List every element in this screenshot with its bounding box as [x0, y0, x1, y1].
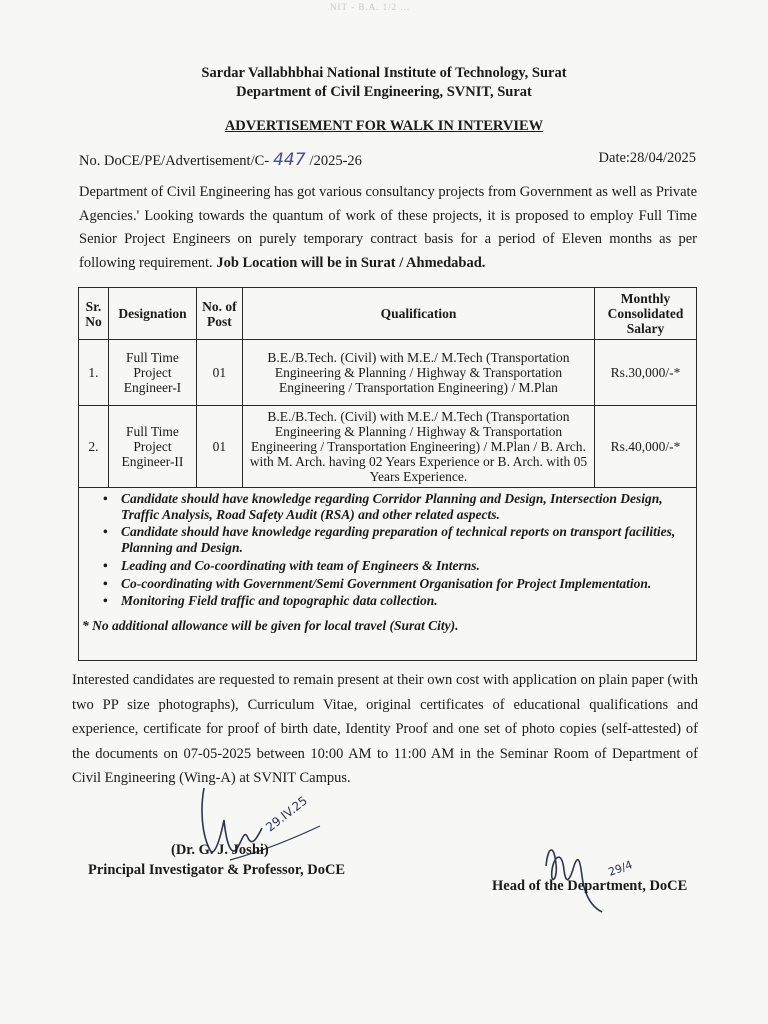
row-qualification: B.E./B.Tech. (Civil) with M.E./ M.Tech (Transportation Engineering & Planning / Highway & Transportation Engineering / Transportation Engineering) / M.Plan [242, 340, 594, 406]
right-signature [540, 836, 660, 916]
table-row [79, 406, 697, 488]
right-signature-date: 29/4 [606, 858, 635, 879]
list-item: • Co-coordinating with Government/Semi Government Organisation for Project Implementation. [103, 575, 652, 591]
header-sr-no: Sr. No [79, 288, 109, 340]
reference-suffix: /2025-26 [309, 153, 362, 169]
row-designation: Full Time Project Engineer-II [108, 406, 196, 488]
table-row [79, 340, 697, 406]
handwritten-ref-number: 447 [273, 150, 306, 170]
bullet-icon: • [103, 491, 108, 506]
department-name: Department of Civil Engineering, SVNIT, Surat [236, 84, 532, 100]
header-qualification: Qualification [242, 288, 594, 340]
advertisement-title: ADVERTISEMENT FOR WALK IN INTERVIEW [224, 118, 544, 134]
right-signatory-title: Head of the Department, DoCE [492, 878, 688, 894]
intro-paragraph [79, 181, 697, 275]
row-sr: 1. [79, 340, 109, 406]
row-designation: Full Time Project Engineer-I [108, 340, 196, 406]
requirements-notes [78, 487, 697, 661]
left-signatory [88, 840, 345, 880]
table-header-row [79, 288, 697, 340]
institute-name: Sardar Vallabhbhai National Institute of Technology, Surat [201, 65, 567, 81]
letterhead [0, 64, 768, 102]
travel-footnote: * No additional allowance will be given for local travel (Surat City). [82, 617, 459, 633]
left-signatory-name: (Dr. G. J. Joshi) [171, 842, 269, 858]
reference-line [79, 150, 696, 170]
header-salary: Monthly Consolidated Salary [595, 288, 697, 340]
scan-top-mark: NIT - B.A. 1/2 ... [330, 2, 411, 12]
bullet-icon: • [103, 557, 108, 573]
left-signature-date: 29.IV.25 [263, 793, 310, 835]
reference-prefix: No. DoCE/PE/Advertisement/C- [79, 153, 270, 169]
document-date: Date:28/04/2025 [598, 150, 696, 166]
requirements-table [78, 287, 697, 488]
list-item: • Candidate should have knowledge regarding Corridor Planning and Design, Intersection Design, Traffic Analysis, Road Safety Audit (RSA) and other related aspects. [103, 491, 663, 522]
row-posts: 01 [196, 406, 242, 488]
bullet-icon: • [103, 524, 108, 540]
row-qualification: B.E./B.Tech. (Civil) with M.E./ M.Tech (Transportation Engineering & Planning / Highway & Transportation Engineering / Transportation Engineering) / M.Plan / B. Arch. with M. Arch. having 02 Years Experience or B. Arch. with 05 Years Experience. [242, 406, 594, 488]
header-no-of-post: No. of Post [196, 288, 242, 340]
row-salary: Rs.40,000/-* [595, 406, 697, 488]
row-salary: Rs.30,000/-* [595, 340, 697, 406]
row-posts: 01 [196, 340, 242, 406]
requirements-list [79, 491, 696, 609]
row-sr: 2. [79, 406, 109, 488]
header-designation: Designation [108, 288, 196, 340]
left-signatory-title: Principal Investigator & Professor, DoCE [88, 862, 346, 878]
job-location-text: Job Location will be in Surat / Ahmedabad. [216, 254, 486, 271]
list-item: • Leading and Co-coordinating with team of Engineers & Interns. [103, 557, 480, 573]
bullet-icon: • [103, 593, 108, 609]
closing-paragraph: Interested candidates are requested to remain present at their own cost with application on plain paper (with two PP size photographs), Curriculum Vitae, original certificates of educational qualifications and experience, certificate for proof of birth date, Identity Proof and one set of photo copies (self-attested) of the documents on 07-05-2025 between 10:00 AM to 11:00 AM in the Seminar Room of Department of Civil Engineering (Wing-A) at SVNIT Campus. [72, 672, 698, 786]
list-item: • Candidate should have knowledge regarding preparation of technical reports on transport facilities, Planning and Design. [103, 524, 676, 556]
bullet-icon: • [103, 575, 108, 591]
list-item: • Monitoring Field traffic and topographic data collection. [103, 593, 438, 609]
intro-text: Department of Civil Engineering has got various consultancy projects from Government as well as Private Agencies.' Looking towards the quantum of work of these projects, it is proposed to employ Full Time Senior Project Engineers on purely temporary contract basis for a period of Eleven months as per following requirement. [79, 184, 697, 271]
